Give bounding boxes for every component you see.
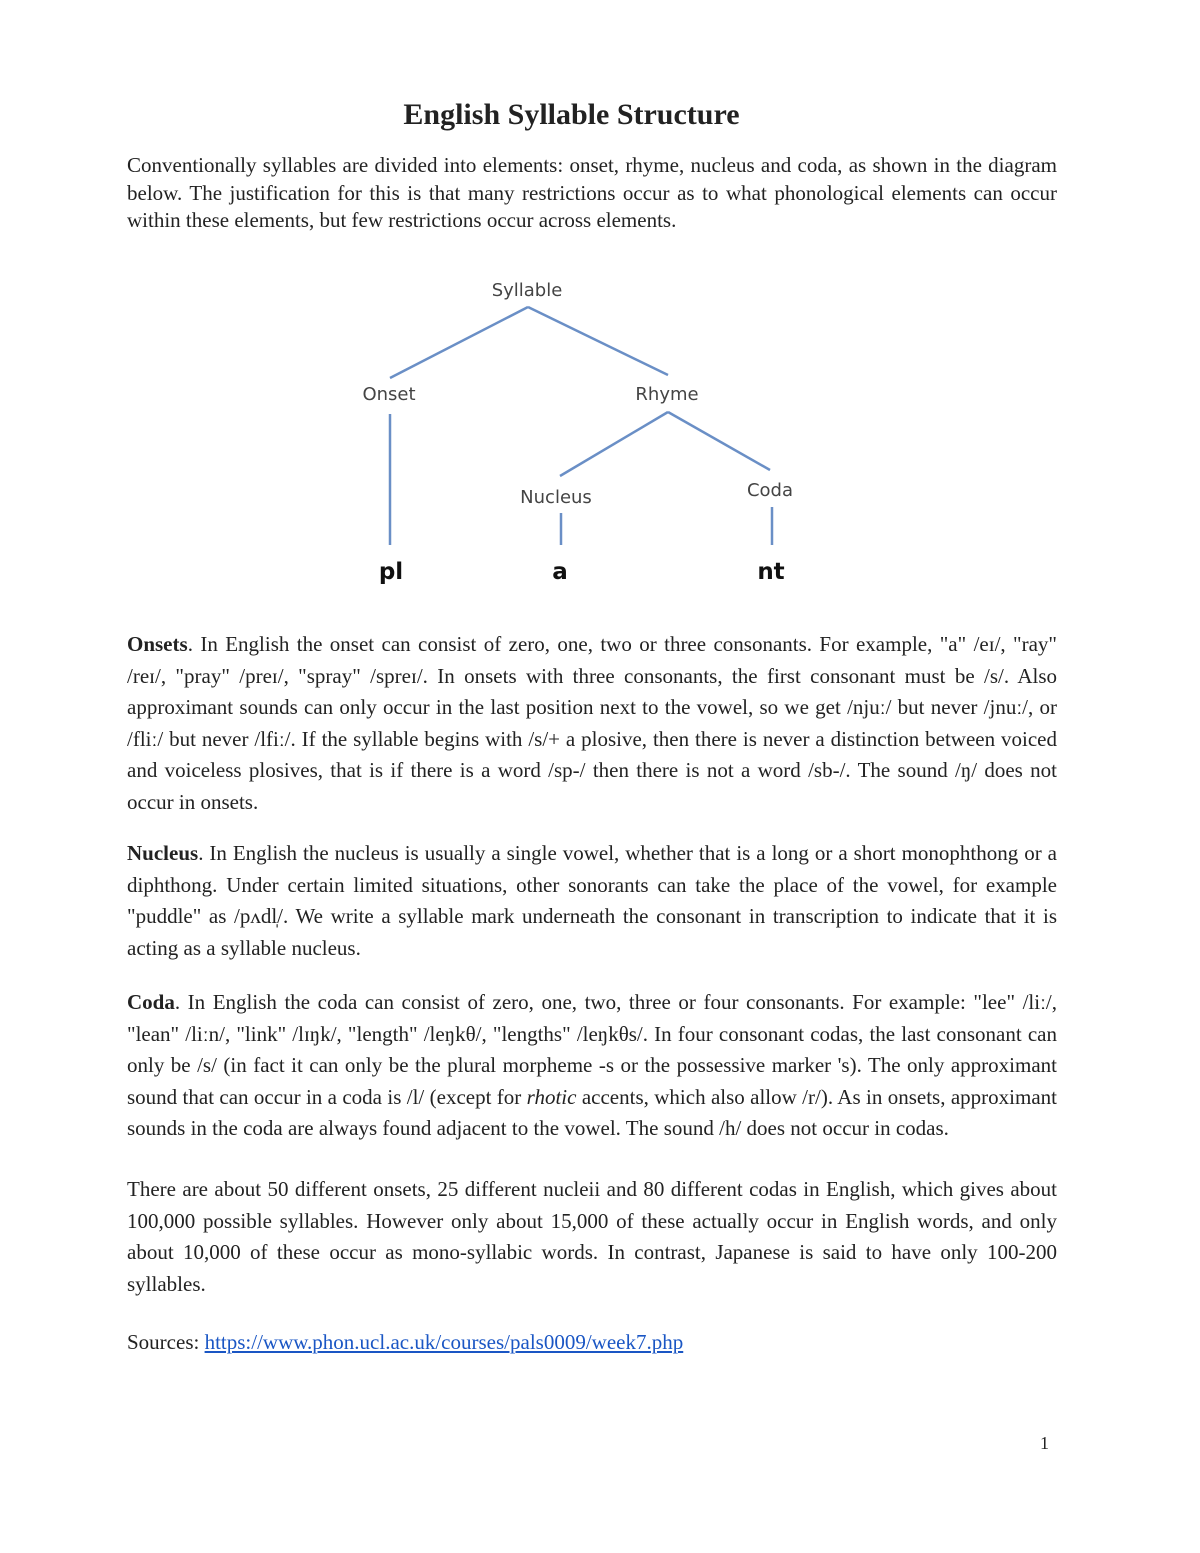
intro-paragraph: Conventionally syllables are divided into elements: onset, rhyme, nucleus and coda, as shown in the diagram below. The justification for this is that many restrictions occur as to what phonological elements can occur within these elements, but few restrictions occur across elements. — [127, 153, 1057, 232]
nucleus-paragraph — [127, 838, 1057, 964]
page-title: English Syllable Structure — [403, 98, 740, 131]
coda-paragraph — [127, 987, 1057, 1145]
nucleus-heading: Nucleus — [127, 841, 199, 865]
sources-line — [127, 1327, 1057, 1359]
example-coda: nt — [757, 559, 785, 585]
node-nucleus: Nucleus — [520, 487, 592, 508]
coda-heading: Coda — [127, 990, 175, 1014]
sources-label: Sources: — [127, 1330, 205, 1354]
onsets-heading: Onsets — [127, 632, 188, 656]
coda-text-b: accents, which also allow /r/). As in onsets, approximant sounds in the coda are always found adjacent to the vowel. The sound /h/ does not occur in codas. — [127, 1084, 1057, 1140]
syllable-tree-diagram — [0, 0, 1200, 600]
onsets-paragraph — [127, 629, 1057, 818]
edge-syllable-rhyme — [528, 307, 668, 375]
edge-syllable-onset — [390, 307, 528, 378]
coda-text-a: . In English the coda can consist of zero, one, two, three or four consonants. For example: "lee" /liː/, "lean" /liːn/, "link" /lɪŋk/, "length" /leŋkθ/, "lengths" /leŋkθs/. In four consonant codas, the last consonant can only be /s/ (in fact it can only be the plural morpheme -s or the possessive marker 's). The only approximant sound that can occur in a coda is /l/ (except for — [127, 990, 1057, 1109]
page-number: 1 — [1040, 1433, 1049, 1453]
node-onset: Onset — [362, 384, 416, 405]
node-rhyme: Rhyme — [635, 384, 699, 405]
example-nucleus: a — [552, 559, 568, 585]
sources-link[interactable]: https://www.phon.ucl.ac.uk/courses/pals0009/week7.php — [204, 1330, 684, 1354]
node-syllable: Syllable — [491, 280, 563, 301]
node-coda: Coda — [746, 480, 794, 501]
edge-rhyme-coda — [668, 412, 770, 470]
onsets-text: . In English the onset can consist of zero, one, two or three consonants. For example, "a" /eɪ/, "ray" /reɪ/, "pray" /preɪ/, "spray" /spreɪ/. In onsets with three consonants, the first consonant must be /s/. Also approximant sounds can only occur in the last position next to the vowel, so we get /njuː/ but never /jnuː/, or /fliː/ but never /lfiː/. If the syllable begins with /s/+ a plosive, then there is never a distinction between voiced and voiceless plosives, that is if there is a word /sp-/ then there is not a word /sb-/. The sound /ŋ/ does not occur in onsets. — [127, 632, 1057, 814]
edge-rhyme-nucleus — [560, 412, 668, 476]
example-onset: pl — [378, 559, 404, 585]
syllable-count-paragraph: There are about 50 different onsets, 25 different nucleii and 80 different codas in English, which gives about 100,000 possible syllables. However only about 15,000 of these actually occur in English words, and only about 10,000 of these occur as mono-syllabic words. In contrast, Japanese is said to have only 100-200 syllables. — [127, 1177, 1057, 1296]
coda-rhotic: rhotic — [526, 1084, 577, 1109]
nucleus-text: . In English the nucleus is usually a single vowel, whether that is a long or a short monophthong or a diphthong. Under certain limited situations, other sonorants can take the place of the vowel, for example "puddle" as /pʌdl̩/. We write a syllable mark underneath the consonant in transcription to indicate that it is acting as a syllable nucleus. — [127, 841, 1057, 960]
